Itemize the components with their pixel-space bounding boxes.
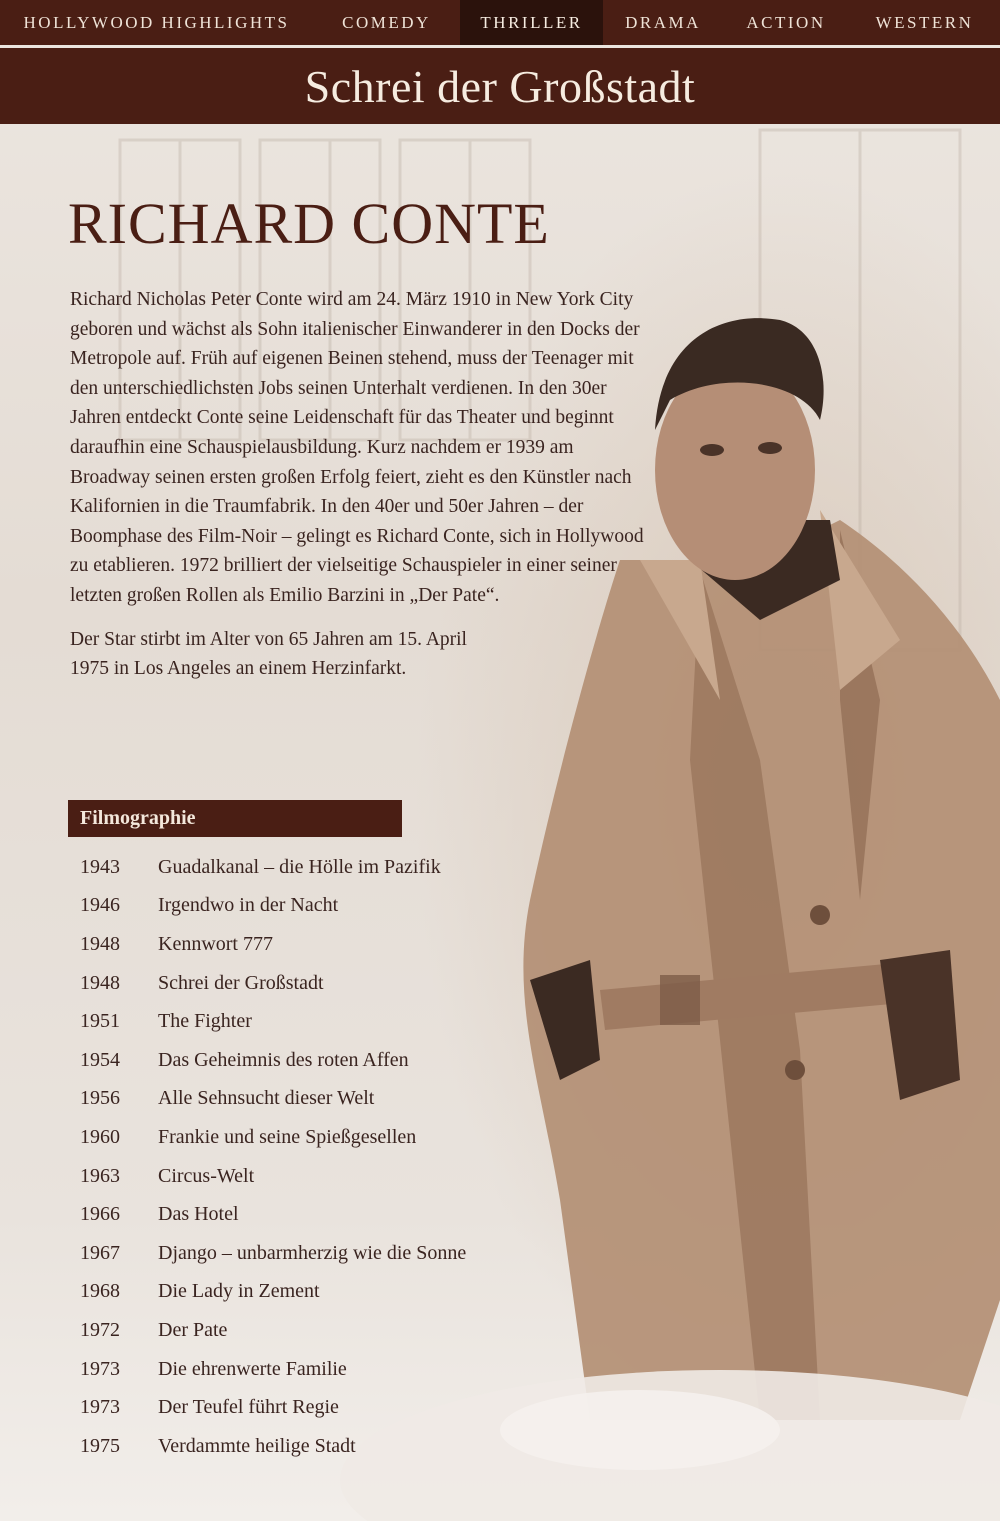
film-row [80,1195,540,1234]
film-year: 1946 [80,894,120,917]
film-year: 1954 [80,1048,120,1071]
film-row [80,848,540,887]
film-year: 1968 [80,1280,120,1303]
film-year: 1972 [80,1318,120,1341]
film-row [80,1118,540,1157]
film-title: Circus-Welt [158,1164,255,1187]
film-title: Guadalkanal – die Hölle im Pazifik [158,855,441,878]
film-year: 1948 [80,971,120,994]
film-row [80,1388,540,1427]
tab-hollywood-highlights[interactable]: HOLLYWOOD HIGHLIGHTS [23,12,290,32]
film-title: Schrei der Großstadt [158,971,324,994]
film-row [80,1311,540,1350]
film-year: 1967 [80,1241,120,1264]
film-year: 1948 [80,932,120,955]
page-title: Schrei der Großstadt [304,60,696,112]
film-title: Das Geheimnis des roten Affen [158,1048,409,1071]
film-row [80,925,540,964]
film-year: 1975 [80,1434,120,1457]
film-title: Django – unbarmherzig wie die Sonne [158,1241,467,1264]
category-nav [0,0,1000,45]
bio-paragraph: Richard Nicholas Peter Conte wird am 24. März 1910 in New York City geboren und wächst als Sohn italienischer Einwanderer in den Docks der Metropole auf. Früh auf eigenen Beinen stehend, muss der Teenager mit den unterschiedlichsten Jobs seinen Unterhalt verdienen. In den 30er Jahren entdeckt Conte seine Leidenschaft für das Theater und beginnt daraufhin eine Schauspielausbildung. Kurz nachdem er 1939 am Broadway seinen ersten großen Erfolg feiert, zieht es den Künstler nach Kalifornien in die Traumfabrik. In den 40er und 50er Jahren – der Boomphase des Film-Noir – gelingt es Richard Conte, sich in Hollywood zu etablieren. 1972 brilliert der vielseitige Schauspieler in einer seiner letzten großen Rollen als Emilio Barzini in „Der Pate“. [70,289,644,606]
film-title: Frankie und seine Spießgesellen [158,1125,417,1148]
film-row [80,1002,540,1041]
film-title: The Fighter [158,1010,252,1033]
film-year: 1951 [80,1010,120,1033]
film-title: Verdammte heilige Stadt [158,1434,356,1457]
film-title: Das Hotel [158,1203,239,1226]
bio-paragraph: Der Star stirbt im Alter von 65 Jahren am 15. April 1975 in Los Angeles an einem Herzinfarkt. [70,628,467,680]
film-row [80,1041,540,1080]
film-title: Kennwort 777 [158,932,273,955]
film-title: Die ehrenwerte Familie [158,1357,347,1380]
film-year: 1973 [80,1396,120,1419]
film-year: 1973 [80,1357,120,1380]
tab-thriller[interactable]: THRILLER [460,0,603,45]
film-row [80,887,540,926]
actor-name: RICHARD CONTE [68,191,550,256]
actor-biography [70,285,650,698]
tab-western[interactable]: WESTERN [875,12,974,32]
tab-drama[interactable]: DRAMA [625,12,701,32]
tab-action[interactable]: ACTION [746,12,826,32]
page-title-bar [0,48,1000,124]
film-row [80,964,540,1003]
filmography-heading: Filmographie [68,800,402,837]
film-row [80,1234,540,1273]
film-row [80,1080,540,1119]
film-year: 1956 [80,1087,120,1110]
film-title: Alle Sehnsucht dieser Welt [158,1087,375,1110]
film-title: Der Pate [158,1318,228,1341]
film-title: Irgendwo in der Nacht [158,894,339,917]
film-year: 1943 [80,855,120,878]
film-row [80,1350,540,1389]
film-year: 1960 [80,1125,120,1148]
film-year: 1966 [80,1203,120,1226]
film-title: Der Teufel führt Regie [158,1396,339,1419]
film-row [80,1273,540,1312]
film-row [80,1157,540,1196]
film-row [80,1427,540,1466]
film-year: 1963 [80,1164,120,1187]
film-title: Die Lady in Zement [158,1280,320,1303]
filmography-list [80,848,540,1466]
tab-comedy[interactable]: COMEDY [342,12,431,32]
